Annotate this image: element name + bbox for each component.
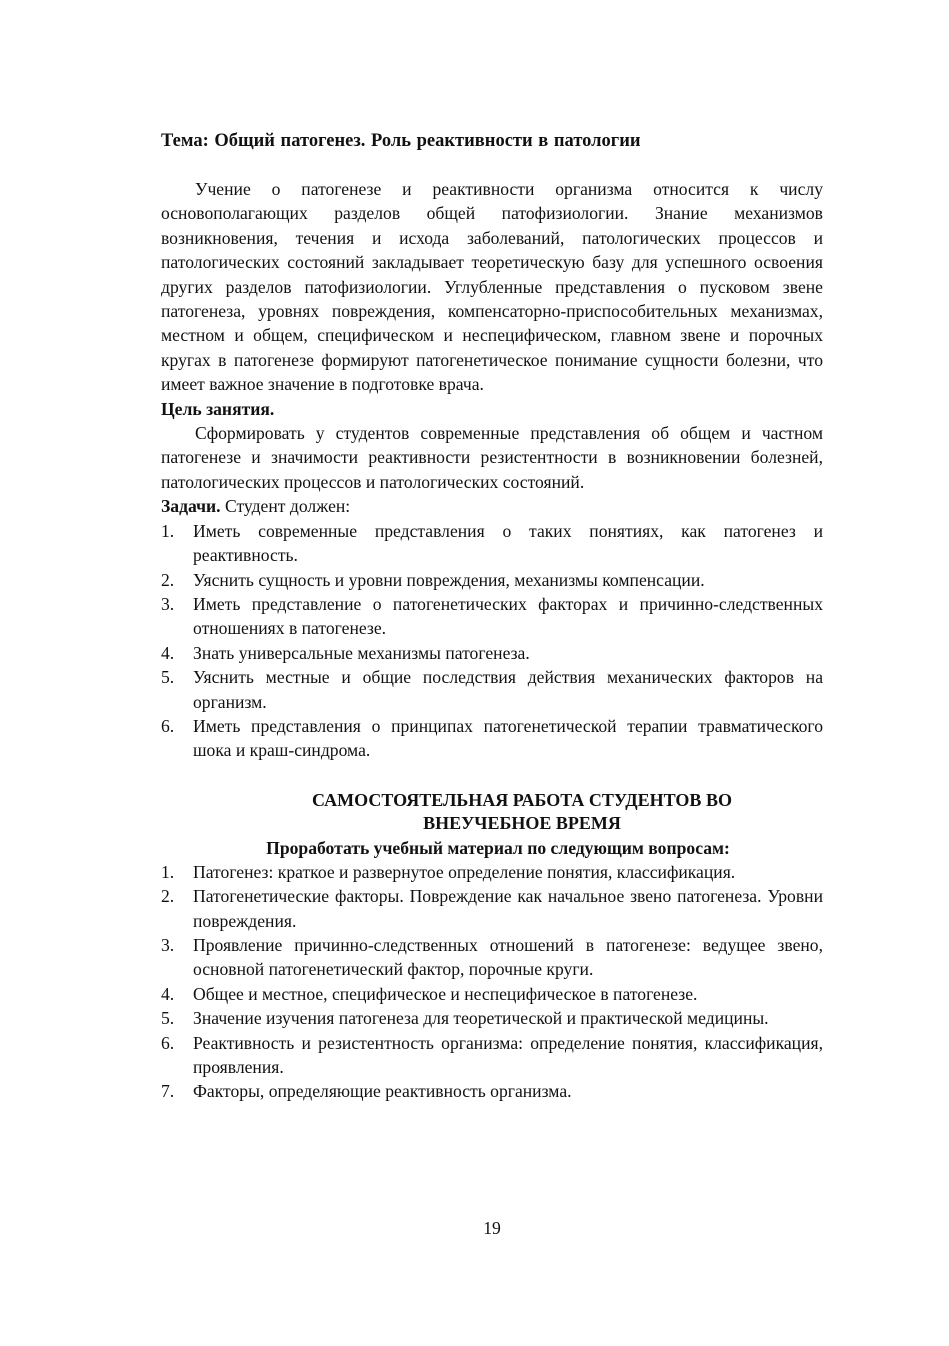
page-title: Тема: Общий патогенез. Роль реактивности в патологии	[161, 131, 641, 151]
list-item-number: 1.	[161, 520, 175, 541]
list-item	[161, 933, 823, 982]
list-item-number: 2.	[161, 569, 175, 590]
list-item	[161, 714, 823, 763]
list-item-number: 5.	[161, 667, 175, 688]
section-heading-line1: САМОСТОЯТЕЛЬНАЯ РАБОТА СТУДЕНТОВ ВО	[312, 789, 732, 810]
list-item-text: Уяснить местные и общие последствия действия механических факторов на организм.	[193, 667, 823, 712]
tasks-list	[161, 519, 823, 763]
list-item-text: Значение изучения патогенеза для теоретической и практической медицины.	[193, 1008, 769, 1029]
list-item-number: 3.	[161, 934, 175, 955]
tasks-text: Студент должен:	[224, 496, 351, 517]
list-item	[161, 982, 823, 1006]
list-item	[161, 519, 823, 568]
goal-heading: Цель занятия.	[161, 398, 275, 419]
list-item-text: Реактивность и резистентность организма: определение понятия, классификация, проявления.	[193, 1032, 823, 1077]
list-item-text: Проявление причинно-следственных отношений в патогенезе: ведущее звено, основной патогенетический фактор, порочные круги.	[193, 934, 823, 980]
list-item-number: 5.	[161, 1008, 175, 1029]
list-item	[161, 1006, 823, 1030]
list-item	[161, 1031, 823, 1080]
list-item-number: 7.	[161, 1081, 175, 1102]
list-item-text: Иметь представления о принципах патогенетической терапии травматического шока и краш-синдрома.	[193, 715, 823, 761]
list-item	[161, 1079, 823, 1103]
list-item-number: 4.	[161, 642, 175, 663]
list-item	[161, 860, 823, 884]
section-heading-line2: ВНЕУЧЕБНОЕ ВРЕМЯ	[423, 813, 621, 834]
list-item-number: 3.	[161, 593, 175, 614]
questions-list	[161, 860, 823, 1104]
list-item-number: 2.	[161, 886, 175, 907]
tasks-label: Задачи.	[161, 496, 221, 517]
list-item-text: Патогенез: краткое и развернутое определение понятия, классификация.	[193, 861, 736, 882]
section-subheading: Проработать учебный материал по следующим вопросам:	[266, 837, 730, 858]
list-item-number: 4.	[161, 983, 175, 1004]
list-item	[161, 592, 823, 641]
list-item-number: 6.	[161, 1032, 175, 1053]
page-body	[161, 177, 823, 1104]
goal-paragraph: Сформировать у студентов современные представления об общем и частном патогенезе и значимости реактивности резистентности в возникновении болезней, патологических процессов и патологических состояний.	[161, 423, 823, 492]
page-number: 19	[483, 1218, 501, 1238]
list-item-text: Факторы, определяющие реактивность организма.	[193, 1081, 572, 1102]
tasks-line	[161, 494, 823, 518]
list-item	[161, 665, 823, 714]
list-item-text: Уяснить сущность и уровни повреждения, механизмы компенсации.	[193, 569, 705, 590]
list-item-text: Иметь представление о патогенетических факторах и причинно-следственных отношениях в патогенезе.	[193, 593, 823, 639]
list-item-text: Патогенетические факторы. Повреждение как начальное звено патогенеза. Уровни повреждения.	[193, 886, 823, 931]
list-item	[161, 884, 823, 933]
list-item-number: 1.	[161, 861, 175, 882]
list-item	[161, 568, 823, 592]
list-item-text: Иметь современные представления о таких понятиях, как патогенез и реактивность.	[193, 520, 823, 566]
list-item-number: 6.	[161, 715, 175, 736]
list-item-text: Общее и местное, специфическое и неспецифическое в патогенезе.	[193, 983, 698, 1004]
list-item	[161, 641, 823, 665]
intro-paragraph: Учение о патогенезе и реактивности организма относится к числу основополагающих разделов общей патофизиологии. Знание механизмов возникновения, течения и исхода заболеваний, патологических процессов и патологических состояний закладывает теоретическую базу для успешного освоения других разделов патофизиологии. Углубленные представления о пусковом звене патогенеза, уровнях повреждения, компенсаторно-приспособительных механизмах, местном и общем, специфическом и неспецифическом, главном звене и порочных кругах в патогенезе формируют патогенетическое понимание сущности болезни, что имеет важное значение в подготовке врача.	[161, 179, 823, 395]
section-heading	[161, 789, 823, 836]
list-item-text: Знать универсальные механизмы патогенеза.	[193, 642, 530, 663]
